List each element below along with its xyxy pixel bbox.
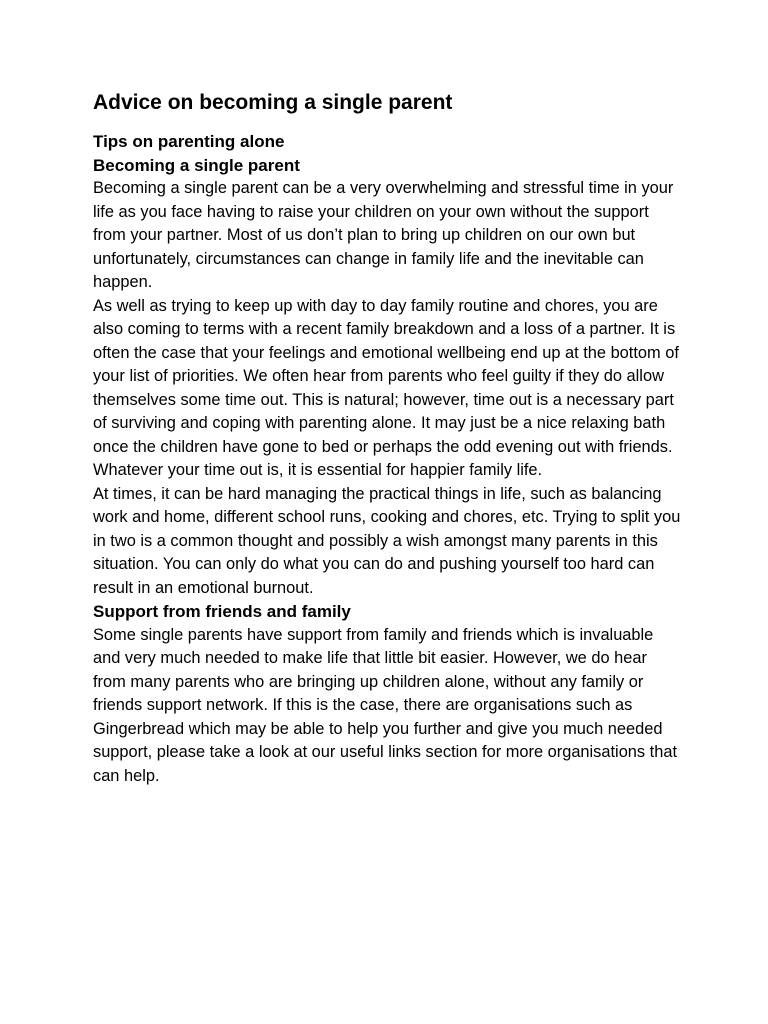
paragraph-practical: At times, it can be hard managing the practical things in life, such as balancing work and home, different school runs, cooking and chores, etc. Trying to split you in two is a common thought and possibly a wish amongst many parents in this situation. You can only do what you can do and pushing yourself too hard can result in an emotional burnout. bbox=[93, 484, 681, 597]
section-heading-becoming: Becoming a single parent bbox=[93, 155, 300, 175]
section-heading-support: Support from friends and family bbox=[93, 602, 351, 621]
document-title: Advice on becoming a single parent bbox=[93, 91, 453, 114]
paragraph-intro: Becoming a single parent can be a very overwhelming and stressful time in your life as you face having to raise your children on your own without the support from your partner. Most of us don’t plan to bring up children on our own but unfortunately, circumstances can change in family life and the inevitable can happen. bbox=[93, 179, 674, 291]
paragraph-routine: As well as trying to keep up with day to day family routine and chores, you are also coming to terms with a recent family breakdown and a loss of a partner. It is often the case that your feelings and emotional wellbeing end up at the bottom of your list of priorities. We often hear from parents who feel guilty if they do allow themselves some time out. This is natural; however, time out is a necessary part of surviving and coping with parenting alone. It may just be a nice relaxing bath once the children have gone to bed or perhaps the odd evening out with friends. Whatever your time out is, it is essential for happier family life. bbox=[93, 296, 679, 479]
paragraph-support: Some single parents have support from family and friends which is invaluable and very much needed to make life that little bit easier. However, we do hear from many parents who are bringing up children alone, without any family or friends support network. If this is the case, there are organisations such as Gingerbread which may be able to help you further and give you much needed support, please take a look at our useful links section for more organisations that can help. bbox=[93, 625, 678, 785]
document-page bbox=[93, 88, 683, 788]
section-heading-tips: Tips on parenting alone bbox=[93, 132, 285, 151]
